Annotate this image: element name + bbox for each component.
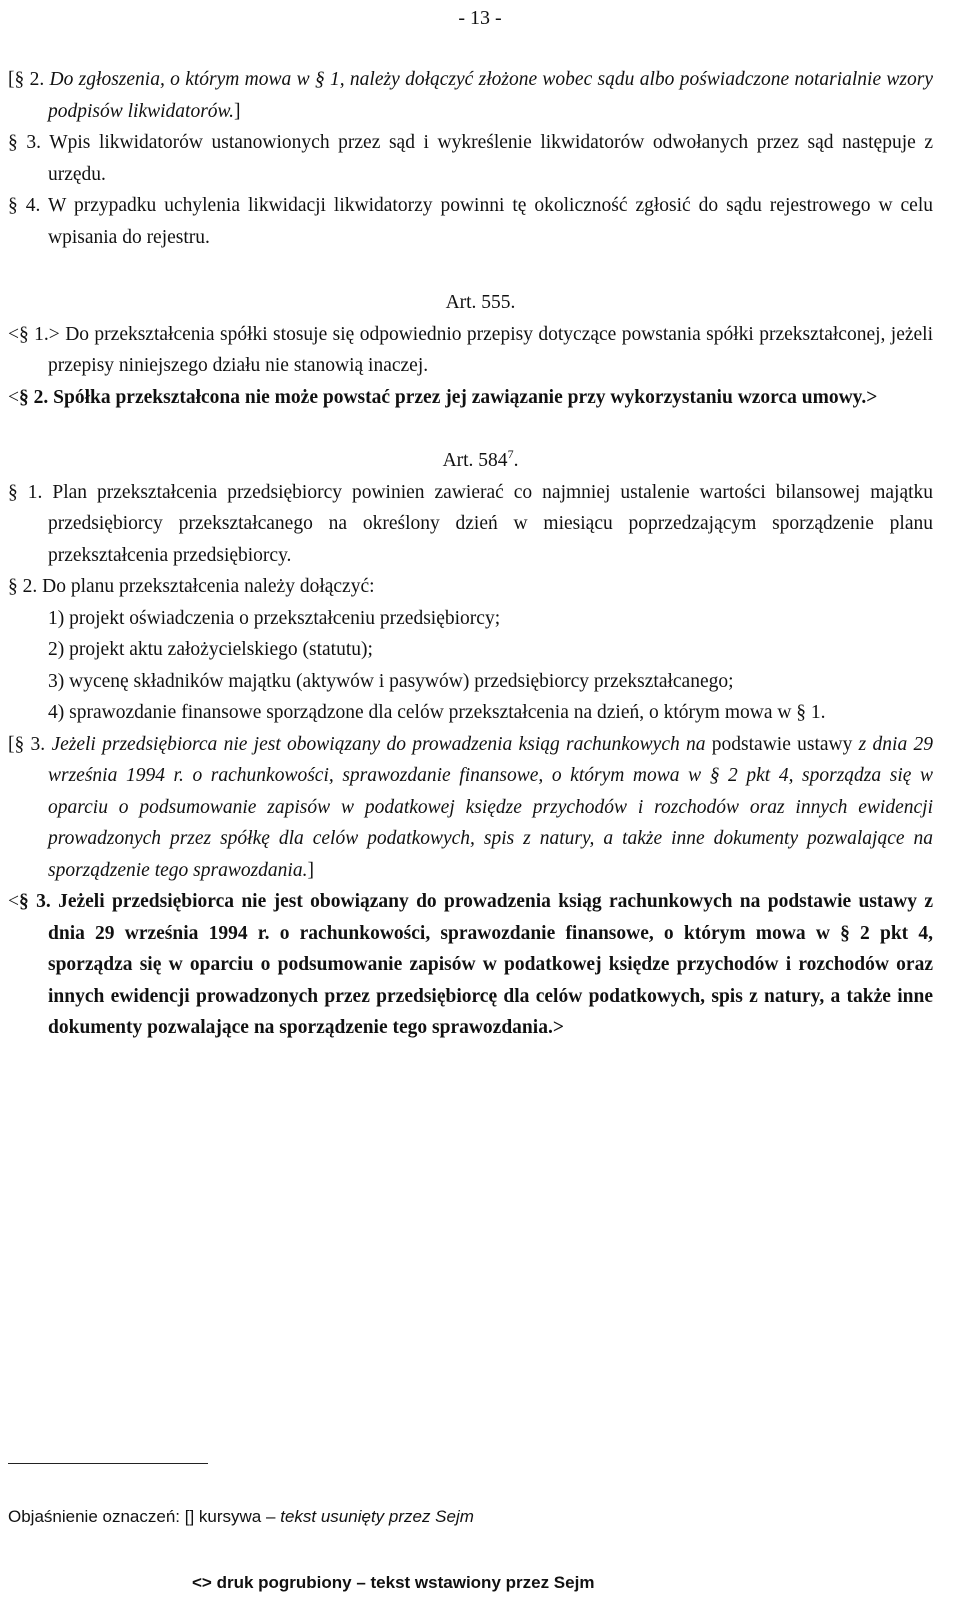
paragraph-2-removed	[8, 64, 933, 127]
paragraph-584-3-inserted	[8, 886, 933, 1044]
list-item	[8, 603, 933, 635]
legend-dash: –	[266, 1507, 276, 1526]
bracket-close: ]	[234, 100, 241, 122]
page-number: - 13 -	[458, 7, 502, 29]
paragraph-text: W przypadku uchylenia likwidacji likwidatorzy powinni tę okoliczność zgłosić do sądu rejestrowego w celu wpisania do rejestru.	[47, 195, 933, 248]
bracket-open: [	[8, 733, 15, 755]
paragraph-584-2	[8, 571, 933, 603]
paragraph-555-1	[8, 319, 933, 382]
marker-open: <	[8, 386, 19, 408]
legend-removed	[8, 1507, 474, 1527]
paragraph-text-part-2: podstawie ustawy	[711, 733, 853, 755]
section-number: § 4.	[8, 195, 41, 216]
marker-close: >	[48, 323, 60, 345]
list-item	[8, 697, 933, 729]
paragraph-text: Wpis likwidatorów ustanowionych przez sąd i wykreślenie likwidatorów odwołanych przez sąd następuje z urzędu.	[48, 132, 934, 185]
list-number: 3)	[48, 670, 65, 692]
paragraph-4	[8, 190, 933, 253]
bracket-open: [	[8, 69, 15, 90]
list-text: projekt oświadczenia o przekształceniu przedsiębiorcy;	[69, 607, 501, 629]
list-text: sprawozdanie finansowe sporządzone dla celów przekształcenia na dzień, o którym mowa w § 1.	[69, 702, 826, 723]
paragraph-text: Do zgłoszenia, o którym mowa w § 1, należy dołączyć złożone wobec sądu albo poświadczone notarialnie wzory podpisów likwidatorów.	[48, 69, 934, 122]
legend-label: Objaśnienie oznaczeń:	[8, 1507, 181, 1526]
paragraph-text: Spółka przekształcona nie może powstać przez jej zawiązanie przy wykorzystaniu wzorca umowy.>	[53, 386, 878, 408]
legend-brackets: [] kursywa	[184, 1507, 262, 1526]
list-item	[8, 634, 933, 666]
section-number: § 3.	[14, 733, 46, 755]
footer-divider	[8, 1463, 208, 1464]
list-number: 1)	[48, 607, 65, 629]
list-text: projekt aktu założycielskiego (statutu);	[69, 639, 373, 660]
list-number: 2)	[48, 639, 65, 660]
list-item	[8, 666, 933, 698]
marker-open: <	[8, 323, 19, 345]
paragraph-3	[8, 127, 933, 190]
paragraph-text: Do przekształcenia spółki stosuje się odpowiednio przepisy dotyczące powstania spółki przekształconej, jeżeli przepisy niniejszego działu nie stanowią inaczej.	[48, 323, 934, 376]
paragraph-text: Plan przekształcenia przedsiębiorcy powinien zawierać co najmniej ustalenie wartości bilansowej majątku przedsiębiorcy przekształcanego na określony dzień w miesiącu poprzedzającym sporządzenie planu przekształcenia przedsiębiorcy.	[48, 481, 934, 566]
bracket-close: ]	[307, 859, 314, 881]
section-number: § 2.	[14, 69, 45, 90]
article-heading-584-7	[8, 445, 933, 477]
paragraph-text: Do planu przekształcenia należy dołączyć:	[42, 576, 375, 597]
article-superscript: 7	[507, 447, 514, 461]
section-number: § 1.	[19, 323, 49, 345]
article-heading-555: Art. 555.	[445, 292, 516, 313]
paragraph-584-3-removed	[8, 729, 933, 887]
article-label: Art. 584	[442, 450, 508, 471]
paragraph-text-part-1: Jeżeli przedsiębiorca nie jest obowiązany do prowadzenia ksiąg rachunkowych na	[51, 733, 706, 755]
paragraph-text-part-4: o rachunkowości, sprawozdanie finansowe, o którym mowa w § 2 pkt 4, sporządza się w oparciu o podsumowanie zapisów w podatkowej księdze przychodów i rozchodów oraz innych ewidencji prowadzonych przez spółkę dla celów podatkowych, spis z natury, a także inne dokumenty pozwalające na sporządzenie tego sprawozdania.	[48, 765, 934, 881]
section-number: § 3.	[8, 132, 41, 153]
list-text: wycenę składników majątku (aktywów i pasywów) przedsiębiorcy przekształcanego;	[69, 670, 734, 692]
document-body	[8, 64, 933, 1044]
legend-inserted: <> druk pogrubiony – tekst wstawiony przez Sejm	[192, 1573, 595, 1592]
section-number: § 2.	[19, 386, 49, 408]
section-number: § 2.	[8, 576, 38, 597]
list-number: 4)	[48, 702, 65, 723]
article-dot: .	[513, 450, 519, 471]
paragraph-text: Jeżeli przedsiębiorca nie jest obowiązany do prowadzenia ksiąg rachunkowych na podstawie ustawy z dnia 29 września 1994 r. o rachunkowości, sprawozdanie finansowe, o którym mowa w § 2 pkt 4, sporządza się w oparciu o podsumowanie zapisów w podatkowej księdze przychodów i rozchodów oraz innych ewidencji prowadzonych przez przedsiębiorcę dla celów podatkowych, spis z natury, a także inne dokumenty pozwalające na sporządzenie tego sprawozdania.>	[48, 891, 934, 1038]
marker-open: <	[8, 891, 19, 912]
legend-removed-text: tekst usunięty przez Sejm	[280, 1507, 474, 1526]
section-number: § 1.	[8, 481, 43, 503]
paragraph-584-1	[8, 477, 933, 572]
section-number: § 3.	[19, 891, 51, 912]
paragraph-text-part-3: z dnia 29 września 1994 r.	[48, 733, 933, 786]
paragraph-555-2	[8, 382, 933, 414]
